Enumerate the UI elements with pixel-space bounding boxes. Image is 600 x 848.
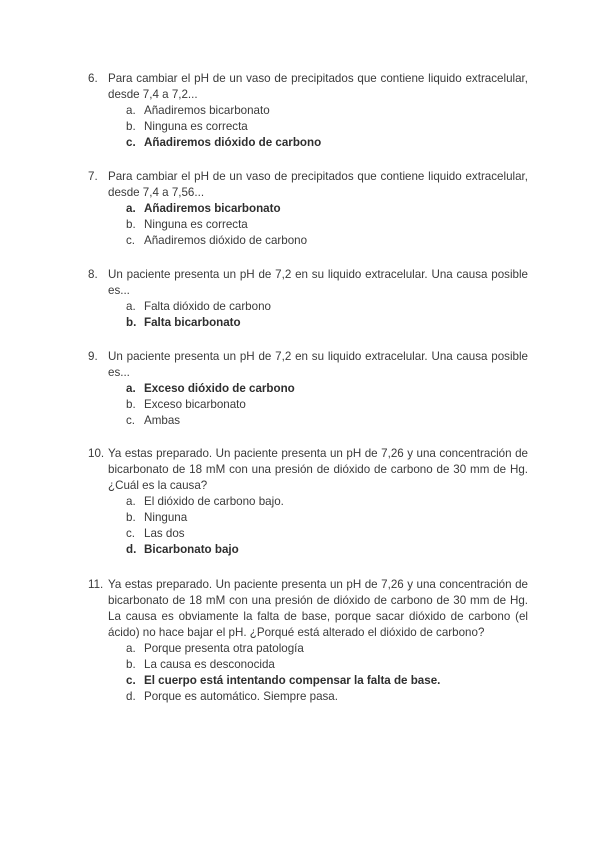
question-stem	[88, 267, 528, 299]
question-text: Un paciente presenta un pH de 7,2 en su liquido extracelular. Una causa posible es...	[108, 268, 528, 297]
option-letter: b.	[126, 316, 137, 329]
question-7	[88, 169, 528, 249]
option-text: Añadiremos dióxido de carbono	[144, 234, 308, 247]
option-text: Ninguna es correcta	[144, 120, 248, 133]
option-list	[88, 641, 528, 705]
option-letter: a.	[126, 382, 136, 395]
option-letter: a.	[126, 104, 136, 117]
question-text: Para cambiar el pH de un vaso de precipitados que contiene liquido extracelular, desde 7,4 a 7,56...	[108, 170, 528, 199]
option-list	[88, 103, 528, 151]
option-letter: a.	[126, 642, 136, 655]
option-b-correct	[126, 315, 528, 331]
option-a	[126, 494, 528, 510]
option-text: Ninguna es correcta	[144, 218, 248, 231]
option-letter: b.	[126, 398, 136, 411]
option-c-correct	[126, 135, 528, 151]
option-b	[126, 119, 528, 135]
option-text: Bicarbonato bajo	[144, 543, 239, 556]
option-b	[126, 657, 528, 673]
option-text: Añadiremos bicarbonato	[144, 104, 270, 117]
option-list	[88, 201, 528, 249]
question-number: 9.	[88, 350, 98, 363]
question-number: 11.	[88, 578, 104, 591]
question-number: 8.	[88, 268, 98, 281]
question-10	[88, 446, 528, 558]
option-a-correct	[126, 201, 528, 217]
question-text: Ya estas preparado. Un paciente presenta un pH de 7,26 y una concentración de bicarbonato de 18 mM con una presión de dióxido de carbono de 30 mm de Hg. ¿Cuál es la causa?	[108, 447, 528, 492]
option-list	[88, 381, 528, 429]
option-c	[126, 526, 528, 542]
option-text: Las dos	[144, 527, 185, 540]
question-text: Ya estas preparado. Un paciente presenta un pH de 7,26 y una concentración de bicarbonato de 18 mM con una presión de dióxido de carbono de 30 mm de Hg. La causa es obviamente la falta de base, porque sacar dióxido de carbono (el ácido) no hace bajar el pH. ¿Porqué está alterado el dióxido de carbono?	[108, 578, 528, 639]
option-letter: b.	[126, 658, 136, 671]
option-a	[126, 641, 528, 657]
option-a-correct	[126, 381, 528, 397]
question-stem	[88, 577, 528, 641]
option-letter: b.	[126, 218, 136, 231]
option-c	[126, 413, 528, 429]
option-letter: a.	[126, 202, 136, 215]
option-text: El dióxido de carbono bajo.	[144, 495, 284, 508]
option-letter: c.	[126, 136, 136, 149]
option-letter: a.	[126, 495, 136, 508]
option-list	[88, 299, 528, 331]
option-b	[126, 397, 528, 413]
option-letter: c.	[126, 414, 136, 427]
option-text: Exceso bicarbonato	[144, 398, 246, 411]
option-text: Añadiremos dióxido de carbono	[144, 136, 322, 149]
option-text: Ambas	[144, 414, 181, 427]
question-8	[88, 267, 528, 331]
option-letter: c.	[126, 527, 136, 540]
question-number: 10.	[88, 447, 105, 460]
question-stem	[88, 71, 528, 103]
option-letter: b.	[126, 511, 136, 524]
question-number: 7.	[88, 170, 98, 183]
question-9	[88, 349, 528, 429]
option-c-correct	[126, 673, 528, 689]
question-text: Para cambiar el pH de un vaso de precipitados que contiene liquido extracelular, desde 7,4 a 7,2...	[108, 72, 528, 101]
option-letter: d.	[126, 690, 136, 703]
option-text: El cuerpo está intentando compensar la falta de base.	[144, 674, 441, 687]
option-c	[126, 233, 528, 249]
option-letter: d.	[126, 543, 137, 556]
question-stem	[88, 446, 528, 494]
option-letter: c.	[126, 234, 136, 247]
question-6	[88, 71, 528, 151]
option-a	[126, 299, 528, 315]
option-text: La causa es desconocida	[144, 658, 275, 671]
option-b	[126, 510, 528, 526]
option-text: Falta dióxido de carbono	[144, 300, 271, 313]
question-text: Un paciente presenta un pH de 7,2 en su liquido extracelular. Una causa posible es...	[108, 350, 528, 379]
question-number: 6.	[88, 72, 98, 85]
option-list	[88, 494, 528, 558]
question-stem	[88, 349, 528, 381]
option-text: Porque es automático. Siempre pasa.	[144, 690, 338, 703]
option-text: Falta bicarbonato	[144, 316, 241, 329]
option-d	[126, 689, 528, 705]
option-b	[126, 217, 528, 233]
question-11	[88, 577, 528, 705]
option-letter: b.	[126, 120, 136, 133]
option-letter: a.	[126, 300, 136, 313]
option-a	[126, 103, 528, 119]
option-d-correct	[126, 542, 528, 558]
option-text: Porque presenta otra patología	[144, 642, 304, 655]
option-letter: c.	[126, 674, 136, 687]
option-text: Añadiremos bicarbonato	[144, 202, 281, 215]
option-text: Ninguna	[144, 511, 188, 524]
question-stem	[88, 169, 528, 201]
option-text: Exceso dióxido de carbono	[144, 382, 295, 395]
